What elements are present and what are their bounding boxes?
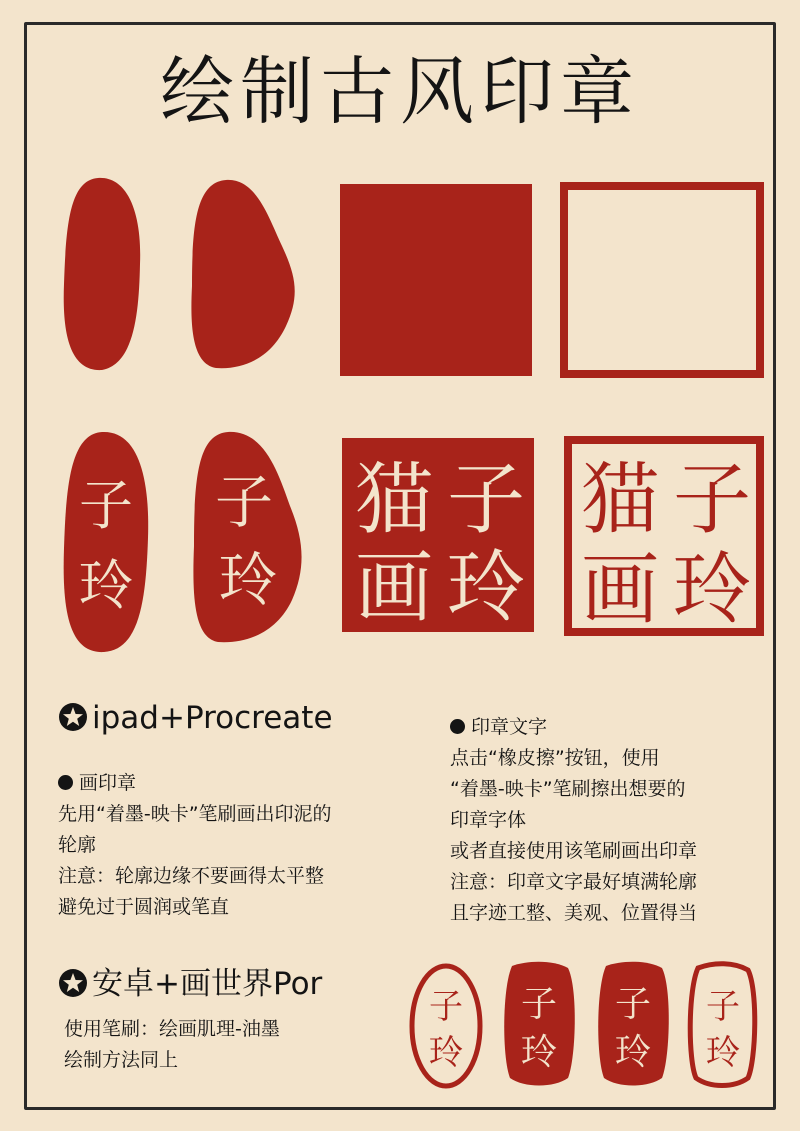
- seal-char: 子: [706, 987, 740, 1027]
- seal-square-filled: [336, 180, 536, 380]
- seal-square-outline: [558, 180, 766, 380]
- page-title: 绘制古风印章: [160, 49, 640, 135]
- ipad-section-body: [58, 768, 332, 923]
- seal-char: 子: [79, 474, 133, 537]
- small-seal-outline-2: [684, 960, 762, 1090]
- seal-text-line: 印章字体: [450, 809, 527, 831]
- seal-text-line: 注意：印章文字最好填满轮廓: [450, 871, 698, 893]
- star-circle-icon: [58, 702, 88, 732]
- small-seal-outline-1: [406, 960, 486, 1092]
- seal-text-line: “着墨-映卡”笔刷擦出想要的: [450, 778, 686, 800]
- ipad-line: 注意：轮廓边缘不要画得太平整: [58, 865, 325, 887]
- bullet-icon: [450, 719, 465, 734]
- ipad-heading-text: ipad+Procreate: [92, 700, 333, 736]
- seal-char: 子: [446, 455, 526, 545]
- seal-shield-blank: [186, 176, 302, 372]
- bullet-icon: [58, 775, 73, 790]
- seal-char: 画: [354, 543, 434, 633]
- seal-char: 猫: [580, 455, 660, 545]
- ipad-section-heading: [58, 698, 333, 738]
- seal-oval-blank: [58, 174, 144, 374]
- seal-char: 子: [214, 468, 274, 536]
- android-heading-text: 安卓+画世界Por: [92, 966, 323, 1002]
- seal-char: 玲: [614, 1032, 652, 1073]
- android-section-heading: [58, 964, 322, 1004]
- android-line: 绘制方法同上: [64, 1049, 179, 1071]
- seal-char: 玲: [520, 1032, 558, 1073]
- star-circle-icon: [58, 968, 88, 998]
- seal-text-section: [450, 712, 697, 929]
- ipad-line: 先用“着墨-映卡”笔刷画出印泥的: [58, 803, 332, 825]
- seal-text-subheading: 印章文字: [450, 712, 697, 743]
- seal-char: 子: [672, 455, 752, 545]
- seal-char: 玲: [79, 554, 133, 617]
- seal-char: 玲: [706, 1033, 740, 1073]
- seal-char: 画: [580, 545, 660, 635]
- ipad-subheading: 画印章: [58, 768, 332, 799]
- seal-shield-name: [188, 428, 308, 646]
- small-seal-filled-1: [498, 958, 580, 1090]
- seal-char: 子: [520, 984, 558, 1025]
- small-seal-filled-2: [592, 958, 674, 1090]
- android-line: 使用笔刷：绘画肌理-油墨: [64, 1018, 280, 1040]
- seal-char: 猫: [354, 455, 434, 545]
- seal-char: 子: [429, 987, 463, 1027]
- seal-square-white-text: [338, 434, 538, 636]
- ipad-line: 轮廓: [58, 834, 97, 856]
- seal-char: 玲: [218, 546, 278, 614]
- seal-text-line: 且字迹工整、美观、位置得当: [450, 902, 698, 924]
- ipad-line: 避免过于圆润或笔直: [58, 896, 230, 918]
- seal-text-line: 点击“橡皮擦”按钮，使用: [450, 747, 660, 769]
- seal-char: 子: [614, 984, 652, 1025]
- seal-char: 玲: [446, 543, 526, 633]
- seal-char: 玲: [672, 545, 752, 635]
- seal-char: 玲: [429, 1033, 463, 1073]
- seal-text-line: 或者直接使用该笔刷画出印章: [450, 840, 698, 862]
- android-section-body: [64, 1014, 280, 1076]
- seal-square-red-text: [562, 434, 766, 638]
- seal-oval-name: [58, 428, 154, 656]
